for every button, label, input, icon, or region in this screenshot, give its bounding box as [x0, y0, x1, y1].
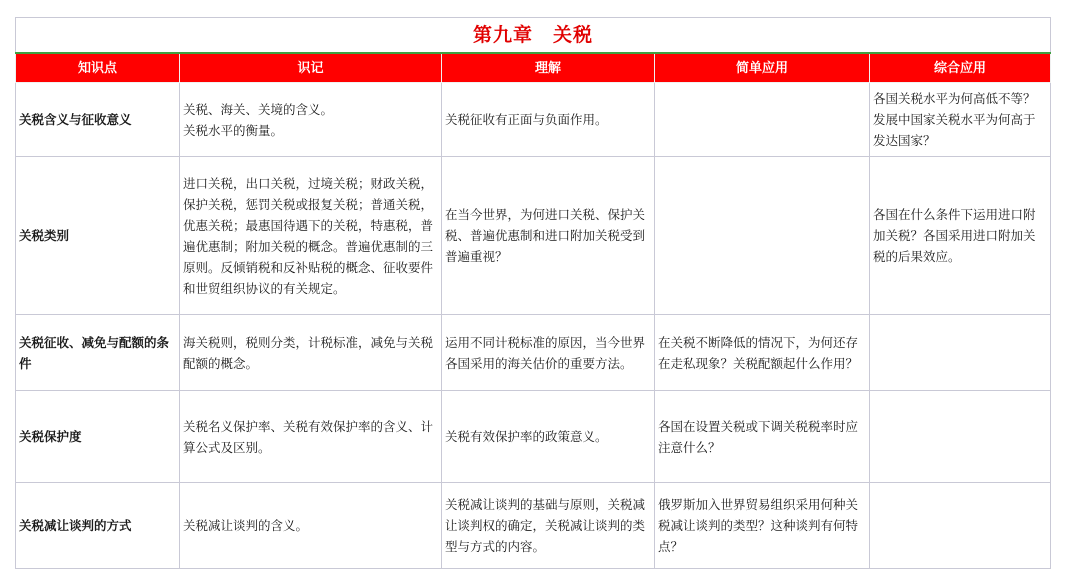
col-header-topic: 知识点	[16, 53, 180, 83]
topic-cell: 关税减让谈判的方式	[16, 483, 180, 569]
simple-cell	[655, 83, 870, 157]
recall-cell: 关税名义保护率、关税有效保护率的含义、计算公式及区别。	[180, 391, 442, 483]
syllabus-table	[15, 17, 1051, 569]
simple-cell	[655, 157, 870, 315]
syllabus-sheet	[15, 17, 1050, 569]
title-row	[16, 18, 1051, 54]
recall-cell: 海关税则，税则分类，计税标准，减免与关税配额的概念。	[180, 315, 442, 391]
topic-cell: 关税含义与征收意义	[16, 83, 180, 157]
header-row	[16, 53, 1051, 83]
understand-cell: 关税征收有正面与负面作用。	[442, 83, 655, 157]
simple-cell: 在关税不断降低的情况下，为何还存在走私现象？关税配额起什么作用？	[655, 315, 870, 391]
simple-cell: 俄罗斯加入世界贸易组织采用何种关税减让谈判的类型？这种谈判有何特点？	[655, 483, 870, 569]
understand-cell: 关税减让谈判的基础与原则，关税减让谈判权的确定，关税减让谈判的类型与方式的内容。	[442, 483, 655, 569]
col-header-complex: 综合应用	[870, 53, 1051, 83]
topic-cell: 关税保护度	[16, 391, 180, 483]
table-row	[16, 83, 1051, 157]
understand-cell: 关税有效保护率的政策意义。	[442, 391, 655, 483]
complex-cell	[870, 391, 1051, 483]
col-header-simple: 简单应用	[655, 53, 870, 83]
recall-cell: 进口关税，出口关税，过境关税；财政关税，保护关税，惩罚关税或报复关税；普通关税，优惠关税；最惠国待遇下的关税，特惠税，普遍优惠制；附加关税的概念。普遍优惠制的三原则。反倾销税和反补贴税的概念、征收要件和世贸组织协议的有关规定。	[180, 157, 442, 315]
table-row	[16, 315, 1051, 391]
understand-cell: 运用不同计税标准的原因，当今世界各国采用的海关估价的重要方法。	[442, 315, 655, 391]
recall-cell: 关税减让谈判的含义。	[180, 483, 442, 569]
complex-cell	[870, 315, 1051, 391]
table-row	[16, 157, 1051, 315]
topic-cell: 关税征收、减免与配额的条件	[16, 315, 180, 391]
simple-cell: 各国在设置关税或下调关税税率时应注意什么？	[655, 391, 870, 483]
complex-cell: 各国在什么条件下运用进口附加关税？各国采用进口附加关税的后果效应。	[870, 157, 1051, 315]
col-header-recall: 识记	[180, 53, 442, 83]
table-row	[16, 391, 1051, 483]
complex-cell: 各国关税水平为何高低不等？发展中国家关税水平为何高于发达国家？	[870, 83, 1051, 157]
chapter-title: 第九章 关税	[16, 18, 1051, 54]
topic-cell: 关税类别	[16, 157, 180, 315]
complex-cell	[870, 483, 1051, 569]
understand-cell: 在当今世界，为何进口关税、保护关税、普遍优惠制和进口附加关税受到普遍重视？	[442, 157, 655, 315]
recall-cell: 关税、海关、关境的含义。 关税水平的衡量。	[180, 83, 442, 157]
table-row	[16, 483, 1051, 569]
col-header-understand: 理解	[442, 53, 655, 83]
